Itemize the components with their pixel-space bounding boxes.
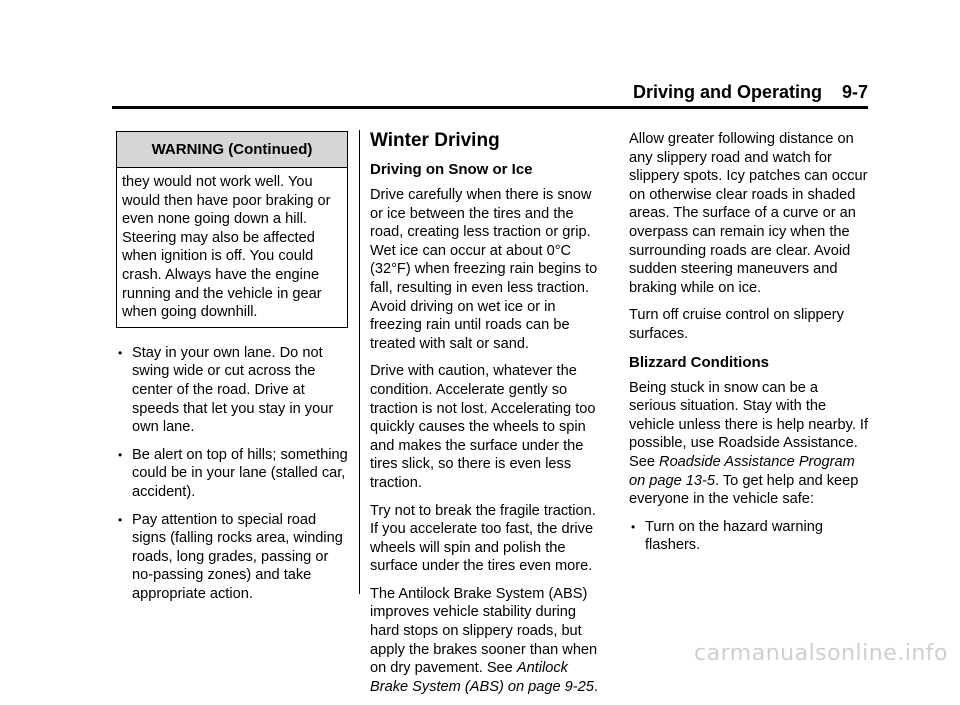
right-column [629, 130, 869, 564]
bullet-icon: • [118, 345, 123, 360]
warning-box [116, 131, 348, 328]
roadside-page-reference[interactable]: Roadside Assistance Program on page 13-5 [629, 453, 855, 489]
paragraph: Allow greater following distance on any slippery road and watch for slippery spots. Icy patches can occur on otherwise clear roads in shaded areas. The surface of a curve or an overpass can remain icy when the surrounding roads are clear. Avoid sudden steering maneuvers and braking while on ice. [629, 131, 868, 296]
paragraph-abs [370, 585, 606, 697]
left-bullet-list [116, 344, 350, 604]
page-number: 9-7 [841, 82, 868, 102]
list-item-text: Pay attention to special road signs (falling rocks area, winding roads, long grades, passing or no-passing zones) and take appropriate action. [132, 511, 343, 602]
list-item [116, 511, 350, 604]
bullet-icon: • [118, 512, 123, 527]
paragraph-end: . [593, 678, 598, 695]
warning-body: they would not work well. You would then have poor braking or even none going down a hill. Steering may also be affected when ignition is off. You could crash. Always have the engine running and the vehicle in gear when going downhill. [122, 174, 331, 321]
paragraph-blizzard [629, 379, 869, 509]
list-item [116, 344, 350, 437]
paragraph-text: The Antilock Brake System (ABS) improves vehicle stability during hard stops on slippery roads, but apply the brakes sooner than when on dry pavement. See [370, 585, 598, 677]
column-divider [359, 130, 360, 594]
paragraph: Drive with caution, whatever the condition. Accelerate gently so traction is not lost. Accelerating too quickly causes the wheels to spin and makes the surface under the tires slick, so there is even less traction. [370, 363, 596, 491]
list-item [629, 518, 869, 555]
paragraph: Drive carefully when there is snow or ice between the tires and the road, creating less traction or grip. Wet ice can occur at about 0°C (32°F) when freezing rain begins to fall, resulting in even less traction. Avoid driving on wet ice or in freezing rain until roads can be treated with salt or sand. [370, 187, 598, 352]
subsection-title-snow: Driving on Snow or Ice [370, 161, 533, 178]
list-item-text: Stay in your own lane. Do not swing wide or cut across the center of the road. Drive at speeds that let you stay in your own lane. [132, 344, 334, 436]
list-item [116, 446, 350, 502]
abs-page-reference[interactable]: Antilock Brake System (ABS) on page 9-25 [370, 660, 594, 695]
paragraph: Try not to break the fragile traction. If you accelerate too fast, the drive wheels will spin and polish the surface under the tires even more. [370, 502, 596, 575]
section-name: Driving and Operating [632, 82, 822, 102]
bullet-icon: • [118, 447, 123, 462]
left-column [116, 131, 350, 612]
page-header [112, 80, 868, 109]
paragraph-end: . To get help and keep everyone in the vehicle safe: [629, 472, 859, 508]
bullet-icon: • [631, 519, 636, 534]
watermark: carmanualsonline.info [694, 641, 948, 666]
paragraph-text: Being stuck in snow can be a serious situation. Stay with the vehicle unless there is help nearby. If possible, use Roadside Assistance. See [629, 379, 869, 470]
subsection-title-blizzard: Blizzard Conditions [629, 353, 769, 371]
list-item-text: Be alert on top of hills; something could be in your lane (stalled car, accident). [132, 446, 348, 500]
warning-title: WARNING (Continued) [117, 132, 347, 168]
paragraph: Turn off cruise control on slippery surfaces. [629, 307, 844, 342]
section-title: Winter Driving [370, 130, 500, 151]
middle-column [370, 130, 606, 705]
right-bullet-list [629, 518, 869, 555]
header-title [633, 82, 868, 103]
list-item-text: Turn on the hazard warning flashers. [645, 518, 823, 554]
